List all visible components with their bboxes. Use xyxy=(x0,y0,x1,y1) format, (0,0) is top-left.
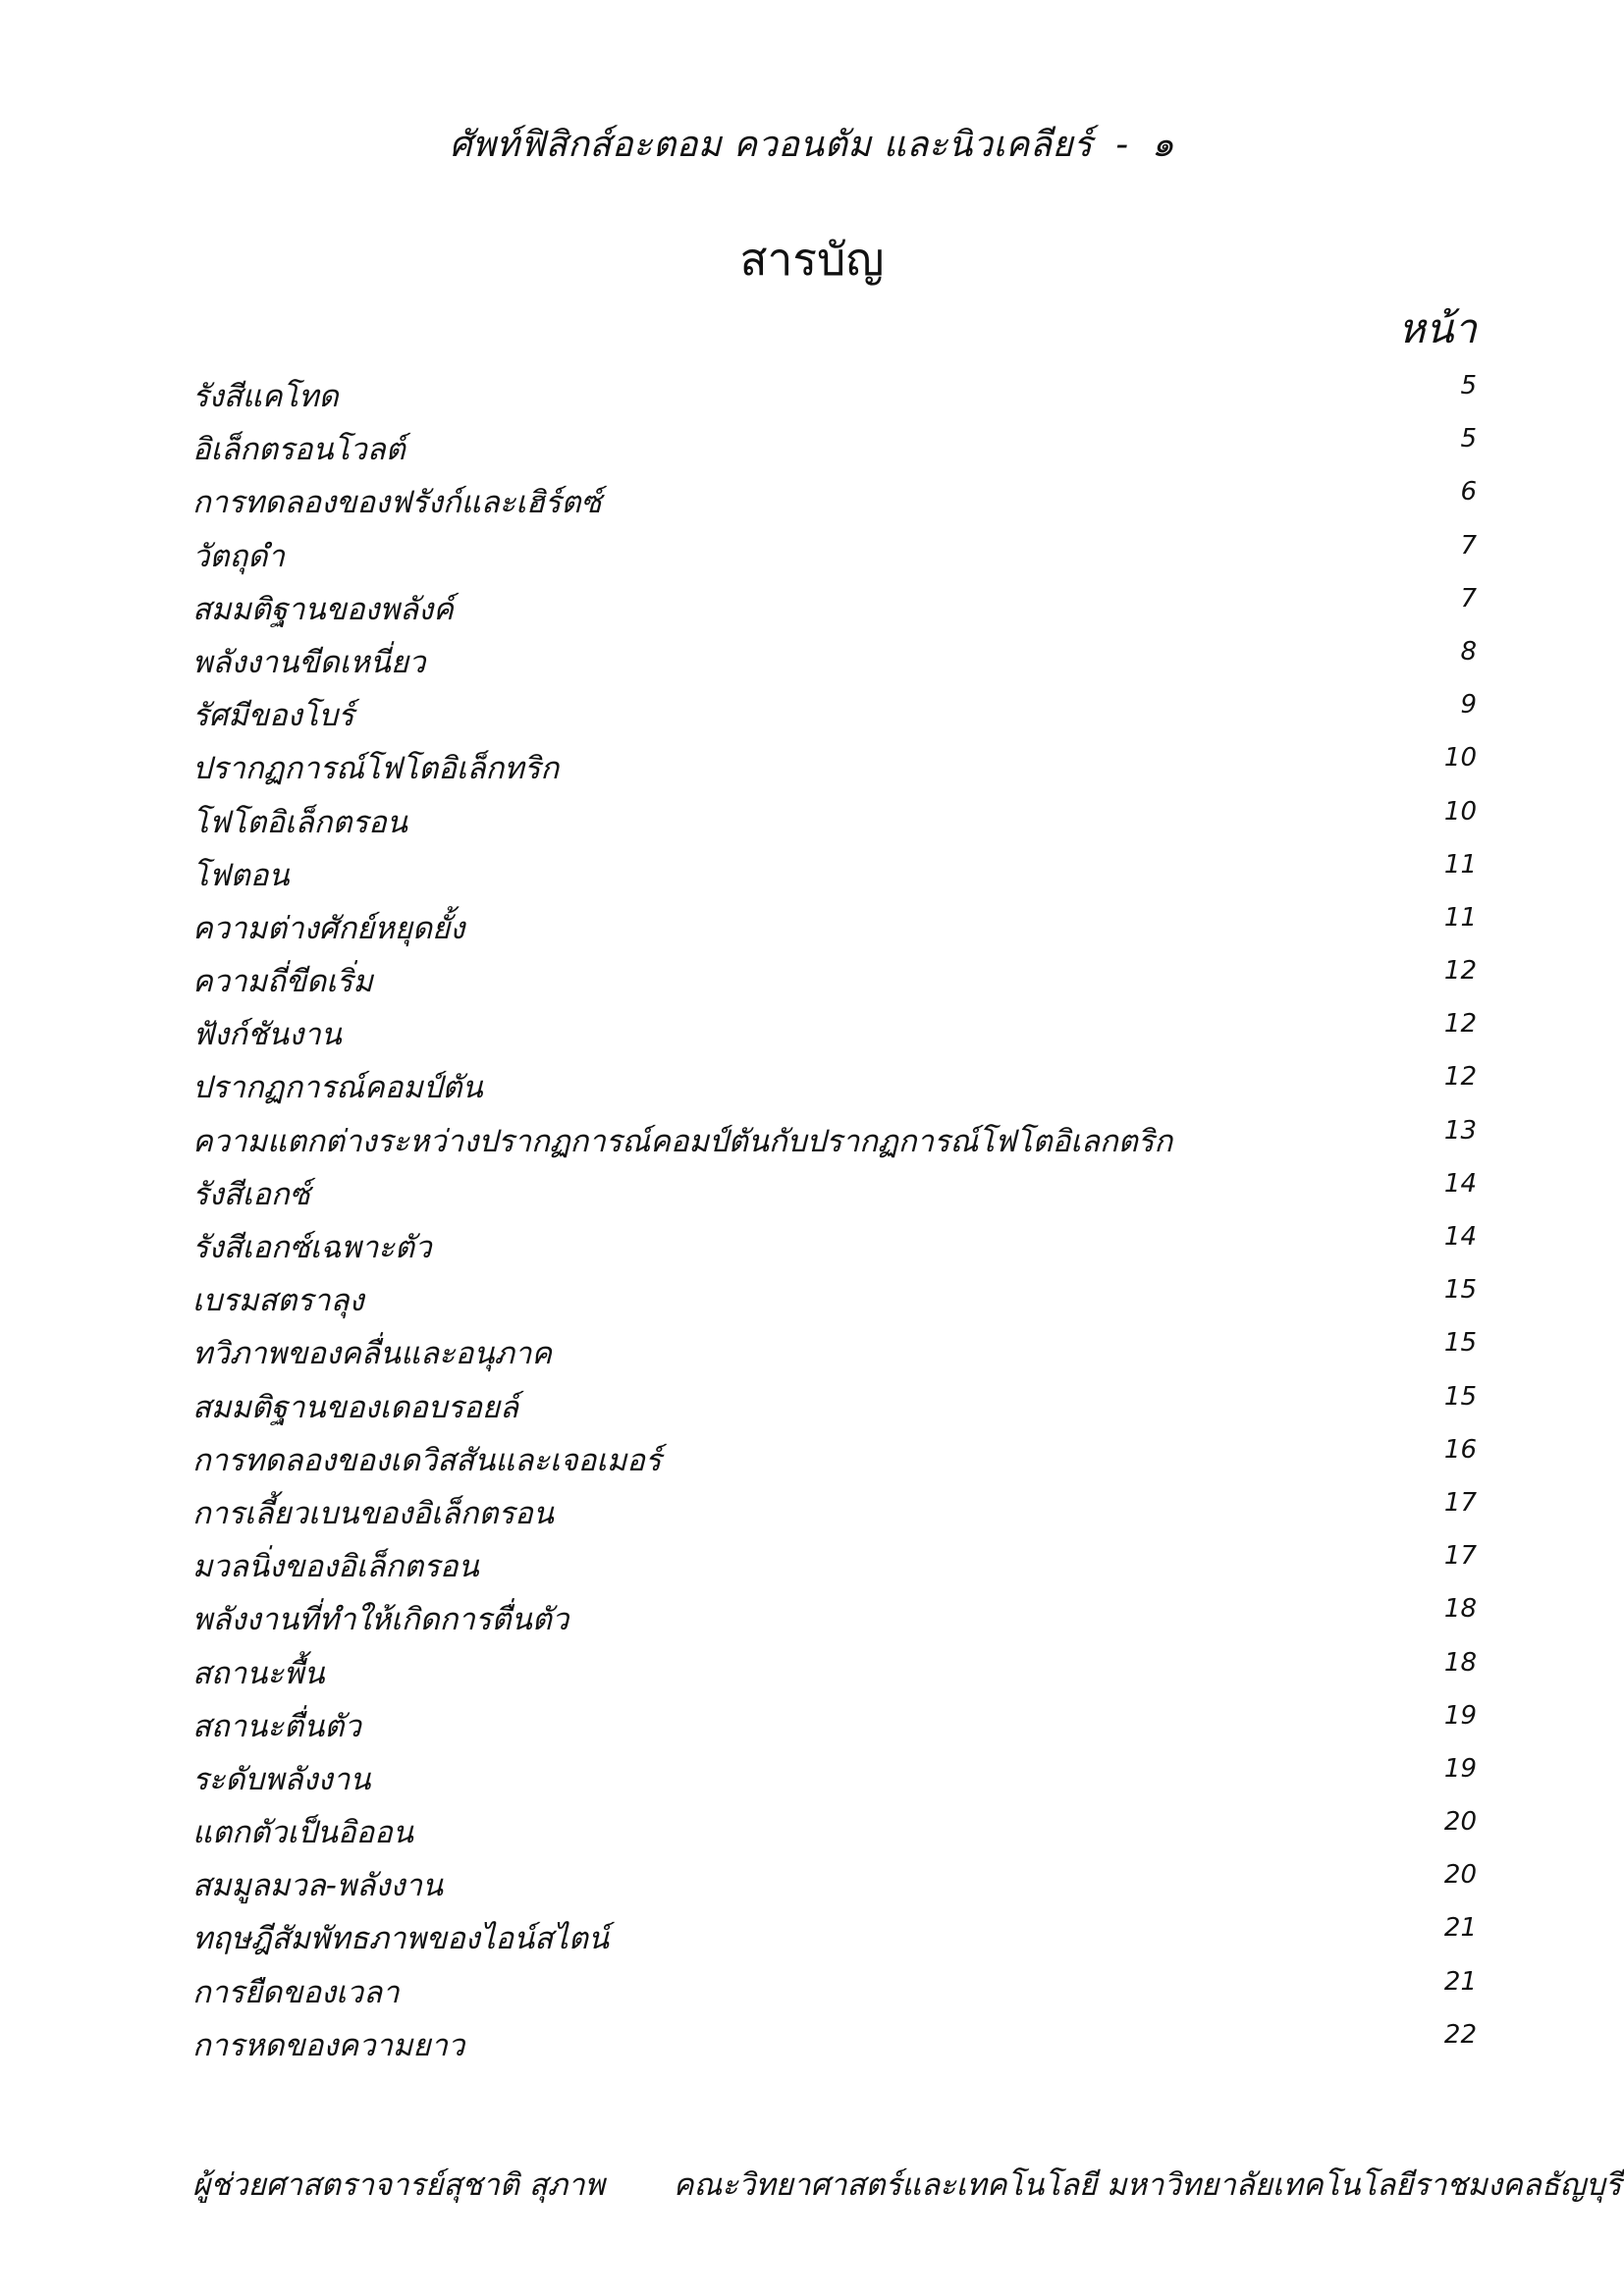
toc-entry xyxy=(192,1001,1477,1054)
toc-entry-label: สมมูลมวล-พลังงาน xyxy=(192,1868,444,1904)
toc-entry xyxy=(192,1054,1477,1107)
toc-entry-page: 7 xyxy=(1460,530,1477,561)
toc-entry-page: 12 xyxy=(1443,1009,1477,1040)
toc-entry-label: รัศมีของโบร์ xyxy=(192,698,354,734)
toc-entry-page: 10 xyxy=(1443,796,1477,827)
toc-entry-label: สถานะพื้น xyxy=(192,1655,325,1691)
toc-entry-page: 19 xyxy=(1443,1753,1477,1784)
footer-author: ผู้ช่วยศาสตราจารย์สุชาติ สุภาพ xyxy=(192,2167,605,2203)
toc-entry-label: สมมติฐานของเดอบรอยล์ xyxy=(192,1389,519,1425)
footer-affiliation: คณะวิทยาศาสตร์และเทคโนโลยี มหาวิทยาลัยเทคโนโลยีราชมงคลธัญบุรี xyxy=(673,2167,1622,2203)
toc-entry-page: 15 xyxy=(1443,1275,1477,1306)
toc-entry xyxy=(192,1108,1477,1161)
toc-entry-label: การทดลองของเดวิสสันและเจอเมอร์ xyxy=(192,1442,662,1478)
toc-entry-page: 10 xyxy=(1443,743,1477,774)
toc-entry xyxy=(192,895,1477,948)
toc-entry-page: 5 xyxy=(1460,424,1477,454)
toc-entry xyxy=(192,1480,1477,1533)
toc-entry-label: ทฤษฎีสัมพัทธภาพของไอน์สไตน์ xyxy=(192,1921,610,1957)
toc-entry-page: 16 xyxy=(1443,1434,1477,1465)
toc-entry-label: แตกตัวเป็นอิออน xyxy=(192,1815,413,1851)
toc-entry-label: มวลนิ่งของอิเล็กตรอน xyxy=(192,1549,479,1585)
toc-entry-label: วัตถุดำ xyxy=(192,538,285,574)
header-page-number: ๑ xyxy=(1151,125,1175,165)
toc-entry-page: 7 xyxy=(1460,583,1477,614)
toc-entry xyxy=(192,469,1477,522)
toc-entry-label: ปรากฏการณ์คอมป์ตัน xyxy=(192,1070,483,1106)
toc-entry-page: 18 xyxy=(1443,1594,1477,1625)
toc-entry-page: 5 xyxy=(1460,371,1477,400)
toc-entry xyxy=(192,1905,1477,1958)
toc-entry xyxy=(192,1586,1477,1639)
toc-entry-label: สมมติฐานของพลังค์ xyxy=(192,591,454,627)
toc-entry xyxy=(192,948,1477,1001)
toc-entry-label: โฟตอน xyxy=(192,857,290,893)
toc-entry-page: 8 xyxy=(1460,636,1477,667)
toc-entry xyxy=(192,629,1477,682)
toc-entry xyxy=(192,363,1477,416)
toc-entry xyxy=(192,416,1477,469)
page-footer xyxy=(192,2160,1622,2209)
page-column-label: หน้า xyxy=(1398,304,1477,352)
toc-entry-page: 18 xyxy=(1443,1647,1477,1678)
toc-entry-label: พลังงานที่ทำให้เกิดการตื่นตัว xyxy=(192,1602,569,1638)
toc-entry xyxy=(192,523,1477,576)
page-header xyxy=(0,116,1624,172)
toc-entry-label: เบรมสตราลุง xyxy=(192,1283,364,1319)
toc-entry-label: พลังงานขีดเหนี่ยว xyxy=(192,644,426,680)
toc-entry-page: 11 xyxy=(1443,902,1477,933)
toc-entry-page: 19 xyxy=(1443,1700,1477,1731)
toc-entry-page: 20 xyxy=(1443,1860,1477,1891)
toc-entry-page: 12 xyxy=(1443,956,1477,987)
toc-entry-label: การเลี้ยวเบนของอิเล็กตรอน xyxy=(192,1495,554,1531)
header-title: ศัพท์ฟิสิกส์อะตอม ควอนตัม และนิวเคลียร์ xyxy=(449,125,1093,165)
toc-entry-page: 6 xyxy=(1460,477,1477,507)
toc-entry-page: 14 xyxy=(1443,1222,1477,1252)
toc-entry-label: การยืดของเวลา xyxy=(192,1974,400,2010)
toc-entry-page: 11 xyxy=(1443,849,1477,880)
toc-entry-label: การหดของความยาว xyxy=(192,2027,465,2063)
toc-entry xyxy=(192,1533,1477,1586)
toc-entry-page: 15 xyxy=(1443,1381,1477,1412)
toc-entry-label: ฟังก์ชันงาน xyxy=(192,1017,342,1053)
toc-entry-page: 14 xyxy=(1443,1168,1477,1199)
toc-list xyxy=(192,363,1477,2065)
toc-entry xyxy=(192,1374,1477,1427)
toc-entry xyxy=(192,1427,1477,1480)
toc-entry-label: ปรากฏการณ์โฟโตอิเล็กทริก xyxy=(192,751,560,787)
toc-entry xyxy=(192,1320,1477,1373)
toc-entry-label: ความต่างศักย์หยุดยั้ง xyxy=(192,910,465,946)
toc-entry-page: 22 xyxy=(1443,2019,1477,2050)
toc-entry xyxy=(192,2012,1477,2065)
toc-entry-page: 20 xyxy=(1443,1807,1477,1838)
toc-entry-label: รังสีเอกซ์เฉพาะตัว xyxy=(192,1230,432,1265)
toc-entry-label: สถานะตื่นตัว xyxy=(192,1708,361,1744)
toc-entry-label: ความแตกต่างระหว่างปรากฏการณ์คอมป์ตันกับปรากฏการณ์โฟโตอิเลกตริก xyxy=(192,1123,1173,1159)
toc-entry-label: อิเล็กตรอนโวลต์ xyxy=(192,432,406,468)
toc-entry xyxy=(192,1693,1477,1746)
toc-entry-page: 12 xyxy=(1443,1062,1477,1093)
toc-entry xyxy=(192,1799,1477,1852)
toc-entry-label: ทวิภาพของคลื่นและอนุภาค xyxy=(192,1336,553,1372)
toc-entry xyxy=(192,1267,1477,1320)
toc-entry xyxy=(192,576,1477,629)
header-separator: - xyxy=(1115,125,1129,165)
toc-entry xyxy=(192,735,1477,788)
toc-title: สารบัญ xyxy=(739,233,885,286)
toc-entry-page: 15 xyxy=(1443,1328,1477,1359)
toc-entry-page: 17 xyxy=(1443,1487,1477,1518)
toc-entry-label: รังสีเอกซ์ xyxy=(192,1176,310,1212)
toc-entry-page: 21 xyxy=(1443,1966,1477,1997)
toc-entry-page: 9 xyxy=(1460,690,1477,721)
toc-entry xyxy=(192,1852,1477,1905)
toc-entry-label: รังสีแคโทด xyxy=(192,379,339,414)
toc-entry-label: โฟโตอิเล็กตรอน xyxy=(192,804,407,840)
toc-entry xyxy=(192,682,1477,735)
toc-entry-label: ระดับพลังงาน xyxy=(192,1761,371,1797)
toc-entry-page: 17 xyxy=(1443,1541,1477,1572)
toc-entry xyxy=(192,1640,1477,1693)
toc-entry-label: การทดลองของฟรังก์และเฮิร์ตซ์ xyxy=(192,485,602,521)
toc-entry xyxy=(192,1746,1477,1799)
toc-entry xyxy=(192,842,1477,895)
toc-entry-label: ความถี่ขีดเริ่ม xyxy=(192,964,373,1000)
toc-entry xyxy=(192,1161,1477,1214)
toc-entry xyxy=(192,789,1477,842)
toc-entry-page: 13 xyxy=(1443,1115,1477,1146)
toc-entry xyxy=(192,1214,1477,1267)
toc-entry xyxy=(192,1959,1477,2012)
toc-entry-page: 21 xyxy=(1443,1913,1477,1944)
